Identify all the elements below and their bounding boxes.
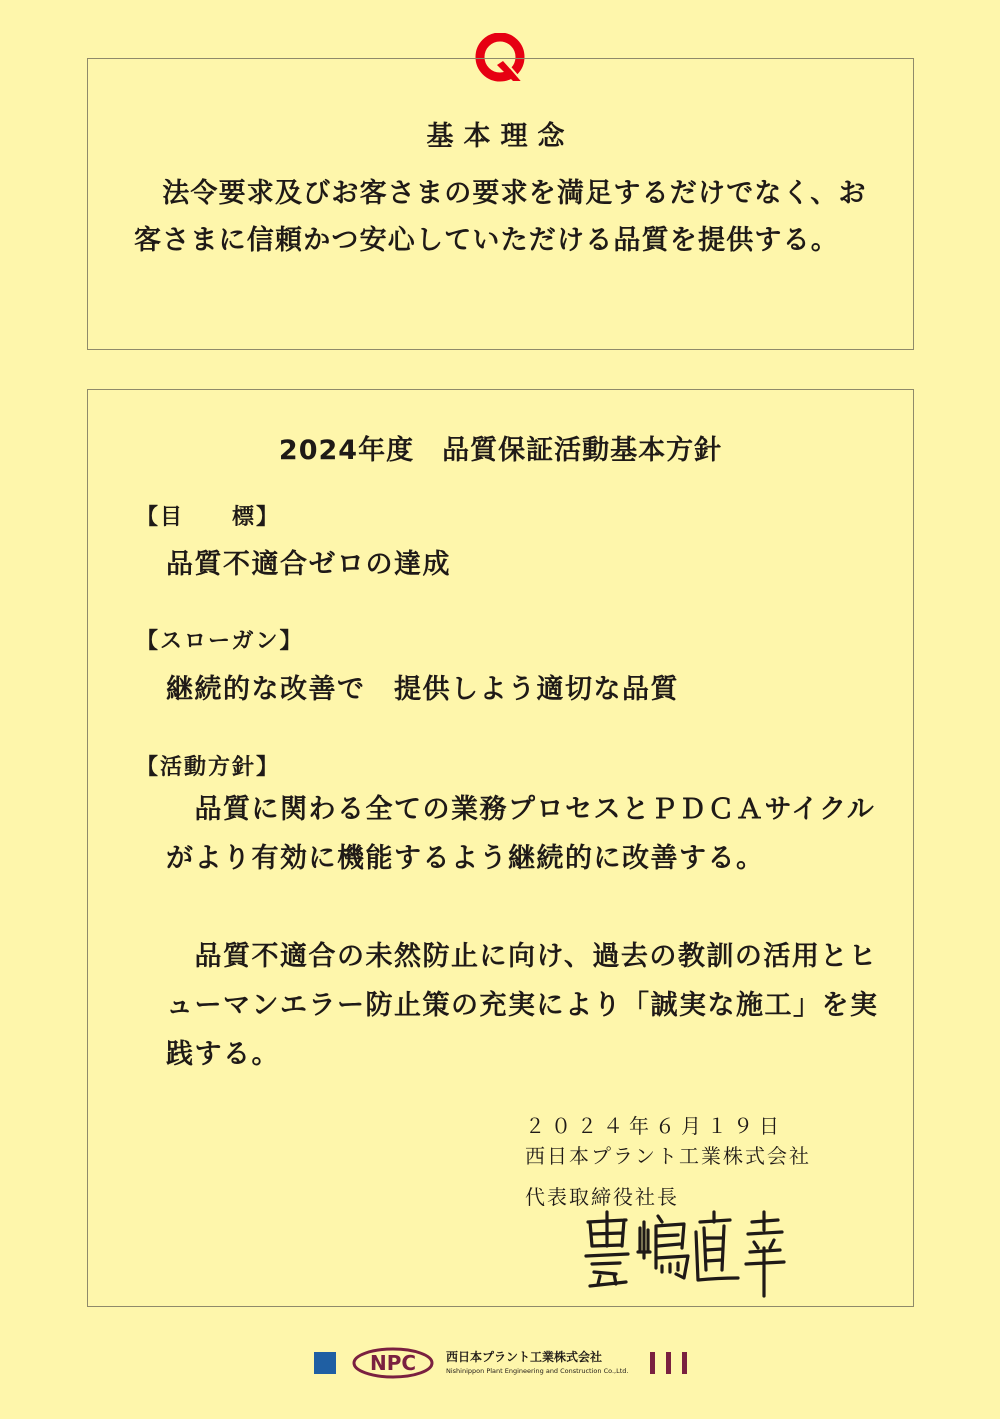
footer-company-en: Nishinippon Plant Engineering and Construction Co.,Ltd. xyxy=(446,1367,629,1375)
slogan-label: 【スローガン】 xyxy=(136,629,304,654)
policy-box xyxy=(87,389,914,1307)
handwritten-signature xyxy=(578,1208,798,1300)
activity-paragraph: 品質に関わる全ての業務プロセスとＰＤＣＡサイクルがより有効に機能するよう継続的に改善する。 xyxy=(166,794,876,874)
philosophy-title: 基本理念 xyxy=(426,121,575,152)
signature-position: 代表取締役社長 xyxy=(525,1185,679,1209)
footer xyxy=(0,1346,1000,1380)
npc-logo xyxy=(352,1347,434,1379)
activity-paragraph: 品質不適合の未然防止に向け、過去の教訓の活用とヒューマンエラー防止策の充実により「誠実な施工」を実践する。 xyxy=(166,941,879,1070)
slogan-text: 継続的な改善で 提供しよう適切な品質 xyxy=(166,674,679,705)
footer-company-jp: 西日本プラント工業株式会社 xyxy=(446,1350,603,1364)
philosophy-box xyxy=(87,58,914,350)
blue-square-mark xyxy=(314,1352,336,1374)
npc-logo-text: NPC xyxy=(369,1351,417,1375)
maroon-bars-mark xyxy=(650,1352,698,1378)
signature-company: 西日本プラント工業株式会社 xyxy=(525,1144,811,1168)
signature-date: ２０２４年６月１９日 xyxy=(525,1114,785,1138)
philosophy-text: 法令要求及びお客さまの要求を満足するだけでなく、お客さまに信頼かつ安心していただける品質を提供する。 xyxy=(134,178,867,256)
goal-label: 【目 標】 xyxy=(136,505,281,530)
goal-text: 品質不適合ゼロの達成 xyxy=(166,549,451,580)
activity-policy-label: 【活動方針】 xyxy=(136,755,281,780)
policy-title: 2024年度 品質保証活動基本方針 xyxy=(278,435,723,466)
